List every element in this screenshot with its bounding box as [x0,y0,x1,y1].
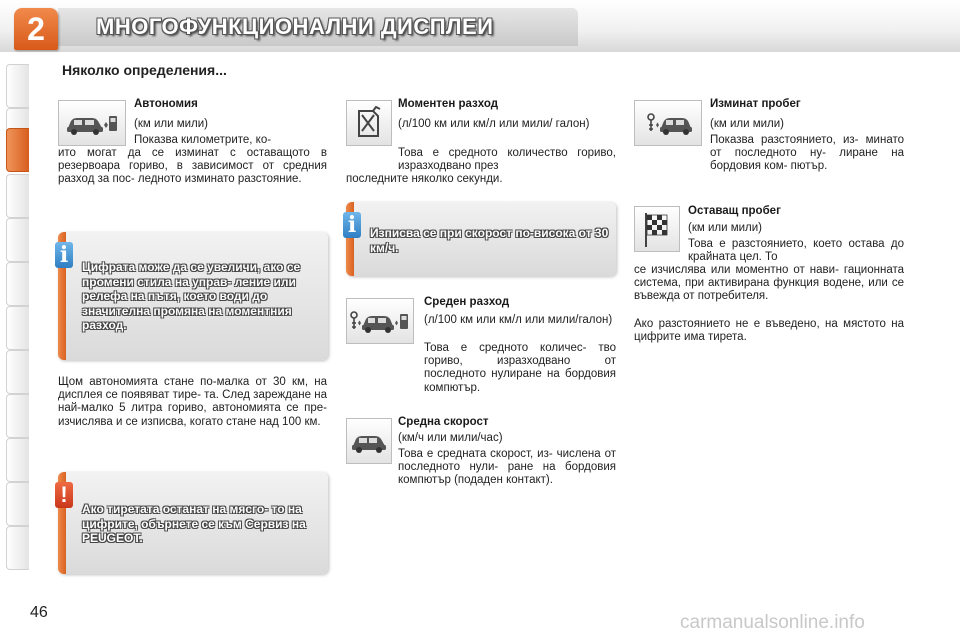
info-icon: i [55,242,73,268]
chapter-tab-6[interactable] [6,306,29,350]
chapter-tab-10[interactable] [6,482,29,526]
chapter-tab-1[interactable] [6,64,29,108]
autonomy-text-rest: ито могат да се изминат с оставащото в резервоара гориво, в зависимост от средния разход за пос- ледното изминато разстояние. [58,147,327,186]
autonomy-text-first: Показва километрите, ко- [134,134,272,146]
car-pump-icon [58,100,126,146]
info-icon-speed: i [343,212,361,238]
distance-travelled-text: Показва разстоянието, из- минато от последното ну- лиране на бордовия ком- пютър. [710,134,904,173]
watermark: carmanualsonline.info [680,612,865,633]
autonomy-units: (км или мили) [134,118,209,130]
info-panel-text: Цифрата може да се увеличи, ако се промени стила на управ- ление или релефа на пътя, което води до значителна промяна на моментния разход. [82,260,301,332]
distance-remaining-text-extra: Ако разстоянието не е въведено, на мястото на цифрите има тирета. [634,318,904,344]
average-consumption-text: Това е средното количес- тво гориво, изразходвано от последното нулиране на бордовия компютър. [424,342,616,394]
info-panel-speed-text: Изписва се при скорост по-висока от 30 км/ч. [370,226,609,255]
fuel-can-icon [346,100,392,146]
page-title: МНОГОФУНКЦИОНАЛНИ ДИСПЛЕИ [96,14,494,39]
page-number: 46 [30,604,48,621]
instant-consumption-text-first: Това е средното количество гориво, изразходвано през [398,147,616,173]
distance-remaining-text-rest: се изчислява или моментно от нави- гационната система, при активирана функция водене, или се въвежда от потребителя. [634,264,904,303]
trip-car-icon [634,100,702,146]
warning-panel-text: Ако тиретата останат на мясго- то на цифрите, обърнете се към Сервиз на PEUGEOT. [82,502,306,545]
chapter-tab-3[interactable] [6,174,29,218]
checkered-flag-icon [634,206,680,252]
instant-consumption-units: (л/100 км или км/л или мили/ галон) [398,118,590,130]
warning-icon: ! [55,482,73,508]
chapter-tab-active[interactable] [6,128,29,172]
instant-consumption-title: Моментен разход [398,98,499,110]
chapter-tab-7[interactable] [6,350,29,394]
chapter-tab-8[interactable] [6,394,29,438]
distance-remaining-text-first: Това е разстоянието, което остава до крайната цел. То [688,238,904,264]
chapter-tab-9[interactable] [6,438,29,482]
chapter-tab-5[interactable] [6,262,29,306]
section-subtitle: Няколко определения... [62,62,227,78]
car-speed-icon [346,418,392,464]
average-consumption-units: (л/100 км или км/л или мили/галон) [424,314,613,326]
chapter-tab-4[interactable] [6,218,29,262]
average-consumption-title: Среден разход [424,296,510,308]
average-speed-title: Средна скорост [398,416,489,428]
average-speed-units: (км/ч или мили/час) [398,432,503,444]
autonomy-note: Щом автономията стане по-малка от 30 км, на дисплея се появяват тире- та. След зареждане на най-малко 5 литра гориво, автономията се пре- изчислява и се изписва, когато стане над 100 км. [58,376,327,428]
instant-consumption-text-rest: последните няколко секунди. [346,173,503,185]
autonomy-title: Автономия [134,98,198,110]
chapter-tab-11[interactable] [6,526,29,570]
trip-car-pump-icon [346,298,414,344]
chapter-badge: 2 [14,8,58,50]
distance-remaining-units: (км или мили) [688,222,763,234]
distance-travelled-title: Изминат пробег [710,98,801,110]
average-speed-text: Това е средната скорост, из- числена от последното нули- ране на бордовия компютър (подаден контакт). [398,448,616,487]
distance-remaining-title: Оставащ пробег [688,205,781,217]
distance-travelled-units: (км или мили) [710,118,785,130]
